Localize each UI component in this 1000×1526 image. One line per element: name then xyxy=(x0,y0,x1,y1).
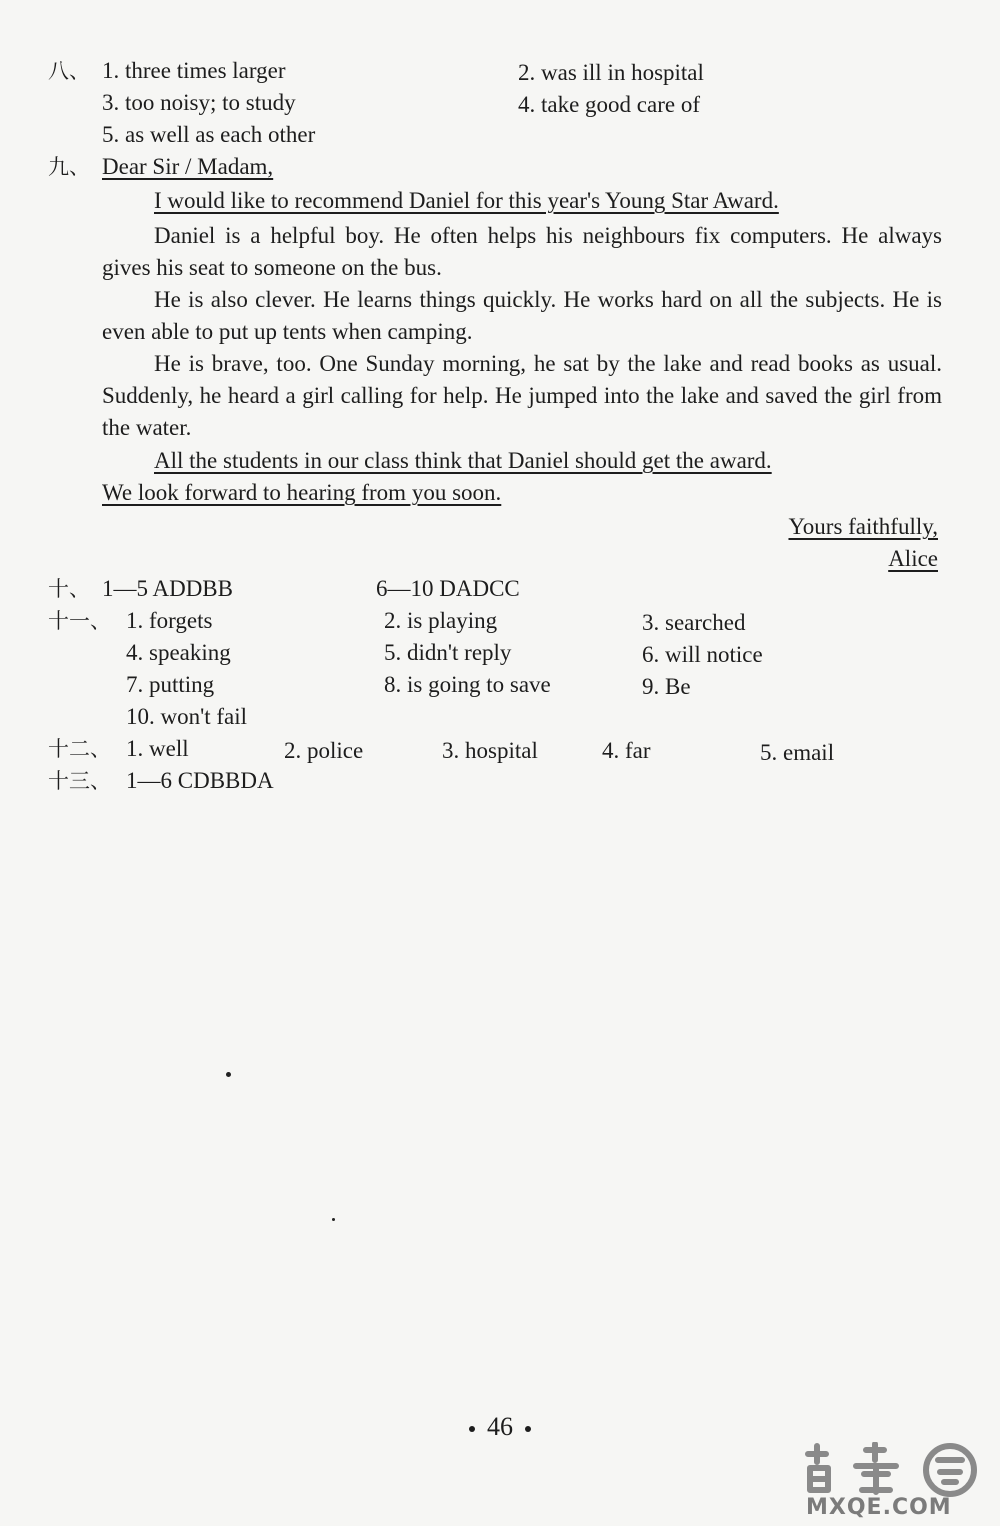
section-12-label: 十二、 xyxy=(48,737,111,761)
answer-11-8: 8. is going to save xyxy=(384,672,551,697)
letter-signature: Alice xyxy=(888,546,938,571)
section-8-label: 八、 xyxy=(48,59,90,83)
paragraph-brave-text: He is brave, too. One Sunday morning, he sat by the lake and read books as usual. Suddenly, he heard a girl calling for help. He jumped into the lake and saved the girl from the water. xyxy=(102,351,942,440)
page-number-dot-left xyxy=(469,1426,475,1432)
scan-speck xyxy=(332,1218,335,1221)
answer-12-4: 4. far xyxy=(602,738,651,763)
answer-11-10: 10. won't fail xyxy=(126,704,248,729)
page-number xyxy=(0,1412,1000,1442)
answers-10-6-10: 6—10 DADCC xyxy=(376,576,520,601)
answer-8-3: 3. too noisy; to study xyxy=(102,90,296,115)
letter-opening-sentence: I would like to recommend Daniel for this year's Young Star Award. xyxy=(154,188,779,213)
answer-8-5: 5. as well as each other xyxy=(102,122,316,147)
answers-10-1-5: 1—5 ADDBB xyxy=(102,576,233,601)
answer-12-1: 1. well xyxy=(126,736,189,761)
letter-conclusion-line-2: We look forward to hearing from you soon. xyxy=(102,480,502,505)
answer-11-1: 1. forgets xyxy=(126,608,213,633)
section-9-label: 九、 xyxy=(48,155,90,179)
answer-11-2: 2. is playing xyxy=(384,608,498,633)
answer-12-3: 3. hospital xyxy=(442,738,538,763)
scan-speck xyxy=(226,1072,231,1077)
answer-8-1: 1. three times larger xyxy=(102,58,286,83)
page-number-dot-right xyxy=(525,1426,531,1432)
answer-11-7: 7. putting xyxy=(126,672,215,697)
section-13-label: 十三、 xyxy=(48,769,111,793)
answer-11-9: 9. Be xyxy=(642,674,691,699)
answer-11-5: 5. didn't reply xyxy=(384,640,512,665)
answer-12-2: 2. police xyxy=(284,738,364,763)
paragraph-clever-text: He is also clever. He learns things quickly. He works hard on all the subjects. He is even able to put up tents when camping. xyxy=(102,287,942,344)
letter-salutation: Dear Sir / Madam, xyxy=(102,154,274,179)
answer-11-3: 3. searched xyxy=(642,610,746,635)
letter-paragraph-helpful xyxy=(102,220,942,284)
paragraph-helpful-text: Daniel is a helpful boy. He often helps his neighbours fix computers. He always gives his seat to someone on the bus. xyxy=(102,223,942,280)
answer-11-4: 4. speaking xyxy=(126,640,231,665)
answer-8-4: 4. take good care of xyxy=(518,92,701,117)
section-10-label: 十、 xyxy=(48,577,90,601)
section-11-label: 十一、 xyxy=(48,609,111,633)
letter-closing: Yours faithfully, xyxy=(788,514,938,539)
answers-13-1-6: 1—6 CDBBDA xyxy=(126,768,274,793)
page-number-value: 46 xyxy=(487,1412,513,1441)
letter-paragraph-brave xyxy=(102,348,942,444)
watermark-site: MXQE.COM xyxy=(806,1495,952,1520)
letter-paragraph-clever xyxy=(102,284,942,348)
answer-12-5: 5. email xyxy=(760,740,835,765)
answer-8-2: 2. was ill in hospital xyxy=(518,60,704,85)
letter-conclusion-line-1: All the students in our class think that Daniel should get the award. xyxy=(154,448,772,473)
answer-11-6: 6. will notice xyxy=(642,642,763,667)
